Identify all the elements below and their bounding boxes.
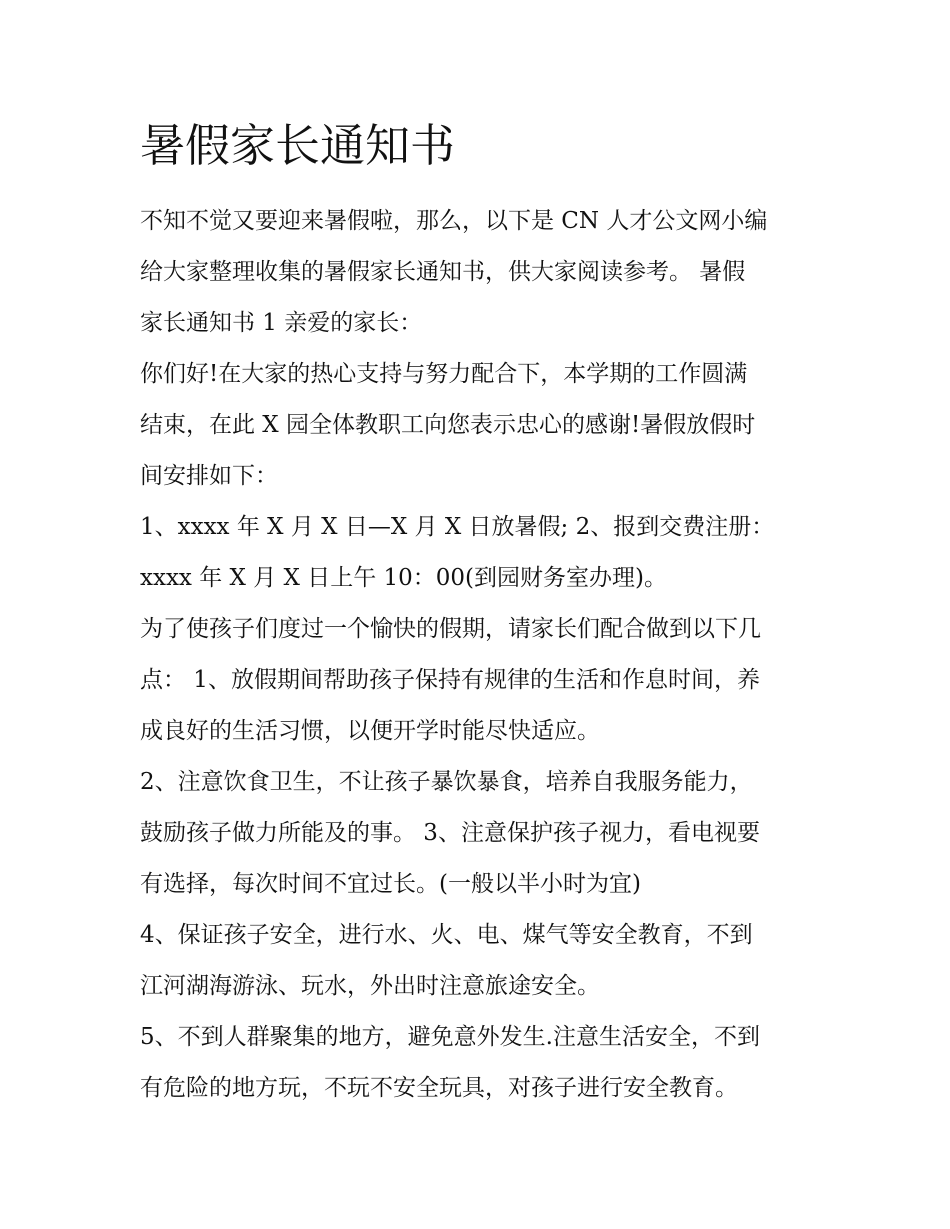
- body-line: 4、保证孩子安全，进行水、火、电、煤气等安全教育，不到: [140, 922, 753, 948]
- body-line: 点： 1、放假期间帮助孩子保持有规律的生活和作息时间，养: [140, 667, 760, 693]
- body-line: 家长通知书 1 亲爱的家长：: [140, 310, 423, 336]
- body-line: 间安排如下：: [140, 463, 278, 489]
- body-line: 结束，在此 X 园全体教职工向您表示忠心的感谢!暑假放假时: [140, 412, 756, 438]
- body-line: 不知不觉又要迎来暑假啦，那么，以下是 CN 人才公文网小编: [140, 208, 768, 234]
- body-line: 有危险的地方玩，不玩不安全玩具，对孩子进行安全教育。: [140, 1075, 738, 1101]
- body-line: xxxx 年 X 月 X 日上午 10：00(到园财务室办理)。: [140, 565, 667, 591]
- body-line: 为了使孩子们度过一个愉快的假期，请家长们配合做到以下几: [140, 616, 761, 642]
- body-line: 鼓励孩子做力所能及的事。 3、注意保护孩子视力，看电视要: [140, 820, 760, 846]
- body-line: 成良好的生活习惯，以便开学时能尽快适应。: [140, 718, 600, 744]
- body-line: 2、注意饮食卫生，不让孩子暴饮暴食，培养自我服务能力，: [140, 769, 753, 795]
- body-line: 5、不到人群聚集的地方，避免意外发生.注意生活安全，不到: [140, 1024, 760, 1050]
- body-line: 你们好!在大家的热心支持与努力配合下，本学期的工作圆满: [140, 361, 748, 387]
- body-line: 江河湖海游泳、玩水，外出时注意旅途安全。: [140, 973, 600, 999]
- body-line: 有选择，每次时间不宜过长。(一般以半小时为宜): [140, 871, 641, 897]
- body-line: 1、xxxx 年 X 月 X 日—X 月 X 日放暑假; 2、报到交费注册：: [140, 514, 775, 540]
- body-line: 给大家整理收集的暑假家长通知书，供大家阅读参考。 暑假: [140, 259, 746, 285]
- document-body: [140, 200, 840, 1118]
- document-title: 暑假家长通知书: [140, 119, 456, 172]
